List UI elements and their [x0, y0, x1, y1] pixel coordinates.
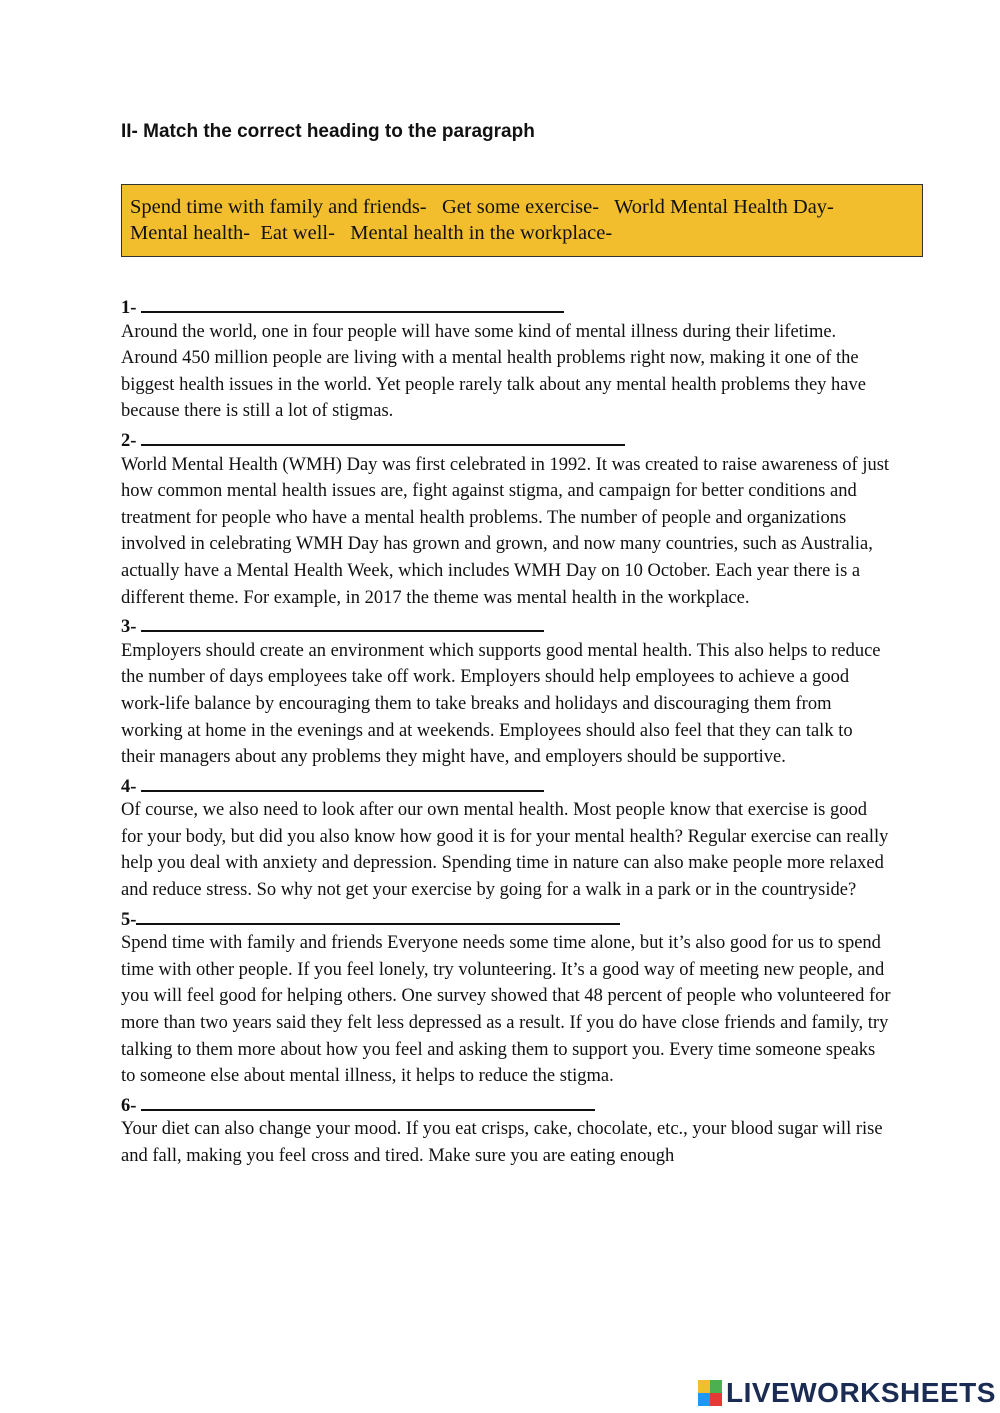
- paragraph-6: Your diet can also change your mood. If you eat crisps, cake, chocolate, etc., your blood sugar will rise and fall, making you feel cross and tired. Make sure you are eating enough: [121, 1119, 883, 1166]
- heading-blank-1[interactable]: [141, 292, 564, 313]
- section-5: [121, 904, 891, 1090]
- paragraph-1: Around the world, one in four people will have some kind of mental illness during their lifetime. Around 450 million people are living with a mental health problems right now, making it one of the biggest health issues in the world. Yet people rarely talk about any mental health problems they have because there is still a lot of stigmas.: [121, 321, 866, 422]
- section-4: [121, 771, 891, 904]
- heading-slot-3: [121, 611, 891, 638]
- logo-square-red: [710, 1393, 722, 1406]
- section-2: [121, 425, 891, 611]
- word-bank-box: [121, 184, 923, 257]
- paragraph-3: Employers should create an environment which supports good mental health. This also helps to reduce the number of days employees take off work. Employers should help employees to achieve a good work-life balance by encouraging them to take breaks and holidays and discouraging them from working at home in the evenings and at weekends. Employees should also feel that they can talk to their managers about any problems they might have, and employers should be supportive.: [121, 640, 881, 768]
- heading-number-4: 4-: [121, 776, 142, 797]
- page-title: II- Match the correct heading to the paragraph: [121, 121, 535, 142]
- heading-blank-2[interactable]: [141, 425, 625, 446]
- paragraph-5: Spend time with family and friends Everyone needs some time alone, but it’s also good for us to spend time with other people. If you feel lonely, try volunteering. It’s a good way of meeting new people, and you will feel good for helping others. One survey showed that 48 percent of people who volunteered for more than two years said they felt less depressed as a result. If you do have close friends and family, try talking to them more about how you feel and asking them to support you. Every time someone speaks to someone else about mental illness, it helps to reduce the stigma.: [121, 933, 891, 1087]
- heading-number-6: 6-: [121, 1095, 142, 1116]
- paragraph-4: Of course, we also need to look after our own mental health. Most people know that exercise is good for your body, but did you also know how good it is for your mental health? Regular exercise can really help you deal with anxiety and depression. Spending time in nature can also make people more relaxed and reduce stress. So why not get your exercise by going for a walk in a park or in the countryside?: [121, 800, 889, 901]
- word-bank-line-1: Spend time with family and friends- Get some exercise- World Mental Health Day-: [130, 196, 834, 218]
- logo-text: LIVEWORKSHEETS: [726, 1377, 996, 1408]
- heading-blank-6[interactable]: [141, 1090, 595, 1111]
- logo-square-green: [710, 1380, 722, 1393]
- heading-slot-4: [121, 771, 891, 798]
- logo-square-yellow: [698, 1380, 710, 1393]
- heading-blank-4[interactable]: [141, 771, 544, 792]
- heading-slot-1: [121, 292, 891, 319]
- logo-mark-icon: [698, 1380, 722, 1406]
- paragraph-list: [121, 292, 891, 1170]
- section-1: [121, 292, 891, 425]
- heading-blank-5[interactable]: [136, 904, 620, 925]
- heading-slot-5: [121, 904, 891, 931]
- section-3: [121, 611, 891, 771]
- section-6: [121, 1090, 891, 1170]
- heading-number-1: 1-: [121, 298, 142, 318]
- heading-slot-6: [121, 1090, 891, 1117]
- heading-number-3: 3-: [121, 617, 142, 638]
- word-bank-line-2: Mental health- Eat well- Mental health in the workplace-: [130, 222, 613, 244]
- logo-square-blue: [698, 1393, 710, 1406]
- liveworksheets-logo: [698, 1378, 996, 1408]
- heading-blank-3[interactable]: [141, 611, 544, 632]
- heading-slot-2: [121, 425, 891, 452]
- heading-number-5: 5-: [121, 909, 137, 930]
- heading-number-2: 2-: [121, 430, 142, 451]
- paragraph-2: World Mental Health (WMH) Day was first celebrated in 1992. It was created to raise awareness of just how common mental health issues are, fight against stigma, and campaign for better conditions and treatment for people who have a mental health problems. The number of people and organizations involved in celebrating WMH Day has grown and grown, and now many countries, such as Australia, actually have a Mental Health Week, which includes WMH Day on 10 October. Each year there is a different theme. For example, in 2017 the theme was mental health in the workplace.: [121, 454, 890, 608]
